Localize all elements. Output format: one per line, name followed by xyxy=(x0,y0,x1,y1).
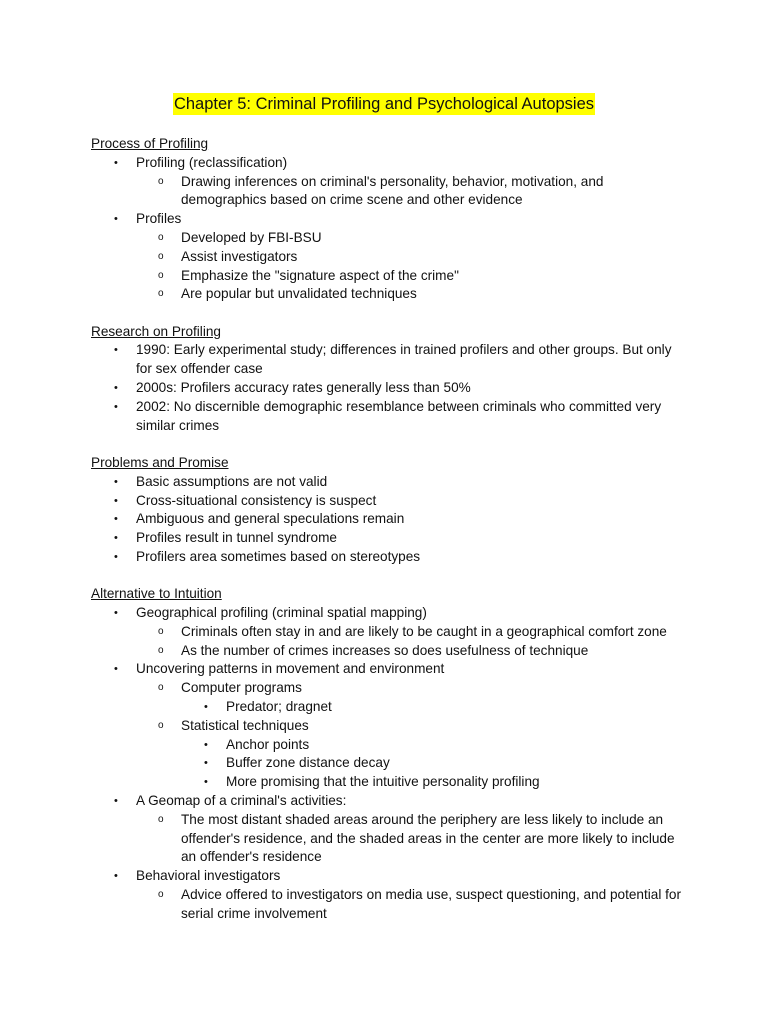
list-item xyxy=(91,754,691,773)
hollow-circle-bullet-icon: o xyxy=(158,888,164,900)
list-item xyxy=(91,867,691,886)
list-item xyxy=(91,173,691,211)
bullet-dot-icon: • xyxy=(114,663,118,676)
hollow-circle-bullet-icon: o xyxy=(158,719,164,731)
list-item-text: Drawing inferences on criminal's personality, behavior, motivation, and demographics based on crime scene and other evidence xyxy=(181,173,604,208)
list-item xyxy=(91,285,691,304)
list-item-text: Assist investigators xyxy=(181,248,298,264)
bullet-dot-icon: • xyxy=(114,400,118,413)
list-item-text: Basic assumptions are not valid xyxy=(136,473,328,489)
bullet-dot-icon: • xyxy=(114,382,118,395)
list-item-text: Profilers area sometimes based on stereotypes xyxy=(136,548,421,564)
list-item-text: A Geomap of a criminal's activities: xyxy=(136,793,347,808)
hollow-circle-bullet-icon: o xyxy=(158,250,164,262)
list-item xyxy=(91,792,691,811)
list-item-text: Behavioral investigators xyxy=(136,868,281,884)
hollow-circle-bullet-icon: o xyxy=(158,644,164,656)
list-item xyxy=(91,154,691,173)
bullet-dot-icon: • xyxy=(204,701,208,714)
list-item xyxy=(91,210,691,229)
list-item-text: Buffer zone distance decay xyxy=(226,755,390,771)
bullet-dot-icon: • xyxy=(114,870,118,883)
list-item xyxy=(91,510,691,529)
section xyxy=(91,454,691,567)
section xyxy=(91,135,691,304)
list-item-text: 2000s: Profilers accuracy rates generally less than 50% xyxy=(136,380,471,396)
section-heading: Alternative to Intuition xyxy=(91,586,222,602)
list-item-text: 2002: No discernible demographic resemblance between criminals who committed very similar crimes xyxy=(136,398,662,433)
list-item xyxy=(91,773,691,792)
list-item xyxy=(91,341,691,379)
list-item-text: Computer programs xyxy=(181,680,302,696)
section xyxy=(91,323,691,436)
bullet-dot-icon: • xyxy=(114,532,118,545)
list-item-text: 1990: Early experimental study; differences in trained profilers and other groups. But only for sex offender case xyxy=(136,342,672,377)
list-item-text: Profiles xyxy=(136,211,182,227)
list-item xyxy=(91,229,691,248)
list-item-text: Criminals often stay in and are likely to be caught in a geographical comfort zone xyxy=(181,623,667,639)
hollow-circle-bullet-icon: o xyxy=(158,288,164,300)
list-item-text: Uncovering patterns in movement and environment xyxy=(136,661,445,677)
bullet-dot-icon: • xyxy=(114,550,118,563)
bullet-dot-icon: • xyxy=(114,513,118,526)
section-heading: Process of Profiling xyxy=(91,136,209,151)
list-item xyxy=(91,248,691,267)
bullet-list xyxy=(91,473,691,567)
hollow-circle-bullet-icon: o xyxy=(158,682,164,694)
bullet-list xyxy=(91,604,691,924)
bullet-list xyxy=(91,341,691,435)
list-item xyxy=(91,886,691,924)
bullet-dot-icon: • xyxy=(114,344,118,357)
section-heading: Problems and Promise xyxy=(91,454,229,470)
list-item xyxy=(91,660,691,679)
list-item xyxy=(91,473,691,492)
list-item xyxy=(91,604,691,623)
list-item-text: Profiles result in tunnel syndrome xyxy=(136,530,337,546)
list-item-text: As the number of crimes increases so does usefulness of technique xyxy=(181,642,589,658)
list-item xyxy=(91,267,691,286)
list-item-text: Anchor points xyxy=(226,736,310,752)
list-item-text: Cross-situational consistency is suspect xyxy=(136,492,377,508)
list-item xyxy=(91,642,691,661)
hollow-circle-bullet-icon: o xyxy=(158,175,164,187)
page-title: Chapter 5: Criminal Profiling and Psychological Autopsies xyxy=(173,95,595,113)
bullet-dot-icon: • xyxy=(114,795,118,807)
list-item-text: Statistical techniques xyxy=(181,717,309,733)
list-item xyxy=(91,623,691,642)
bullet-list xyxy=(91,154,691,304)
list-item xyxy=(91,736,691,755)
hollow-circle-bullet-icon: o xyxy=(158,813,164,825)
section xyxy=(91,585,691,923)
list-item xyxy=(91,811,691,867)
list-item xyxy=(91,398,691,436)
document-body xyxy=(91,135,691,942)
hollow-circle-bullet-icon: o xyxy=(158,625,164,637)
list-item xyxy=(91,379,691,398)
list-item xyxy=(91,717,691,736)
list-item-text: Ambiguous and general speculations remain xyxy=(136,511,405,527)
list-item-text: Emphasize the "signature aspect of the crime" xyxy=(181,267,459,283)
bullet-dot-icon: • xyxy=(114,494,118,507)
list-item-text: Profiling (reclassification) xyxy=(136,154,288,170)
bullet-dot-icon: • xyxy=(204,776,208,789)
list-item-text: Advice offered to investigators on media use, suspect questioning, and potential for serial crime involvement xyxy=(181,886,682,921)
list-item-text: Predator; dragnet xyxy=(226,699,332,715)
bullet-dot-icon: • xyxy=(204,738,208,751)
section-heading: Research on Profiling xyxy=(91,323,221,339)
title-container xyxy=(0,93,768,115)
list-item xyxy=(91,492,691,511)
list-item-text: More promising that the intuitive personality profiling xyxy=(226,774,540,790)
bullet-dot-icon: • xyxy=(114,213,118,226)
list-item xyxy=(91,548,691,567)
bullet-dot-icon: • xyxy=(204,757,208,770)
hollow-circle-bullet-icon: o xyxy=(158,231,164,243)
list-item-text: Geographical profiling (criminal spatial mapping) xyxy=(136,605,427,621)
list-item-text: Are popular but unvalidated techniques xyxy=(181,286,417,302)
list-item xyxy=(91,679,691,698)
list-item-text: The most distant shaded areas around the periphery are less likely to include an offender's residence, and the shaded areas in the center are more likely to include an offender's residence xyxy=(181,811,675,865)
list-item-text: Developed by FBI-BSU xyxy=(181,229,322,245)
bullet-dot-icon: • xyxy=(114,607,118,620)
bullet-dot-icon: • xyxy=(114,475,118,488)
hollow-circle-bullet-icon: o xyxy=(158,269,164,281)
list-item xyxy=(91,698,691,717)
bullet-dot-icon: • xyxy=(114,156,118,169)
list-item xyxy=(91,529,691,548)
